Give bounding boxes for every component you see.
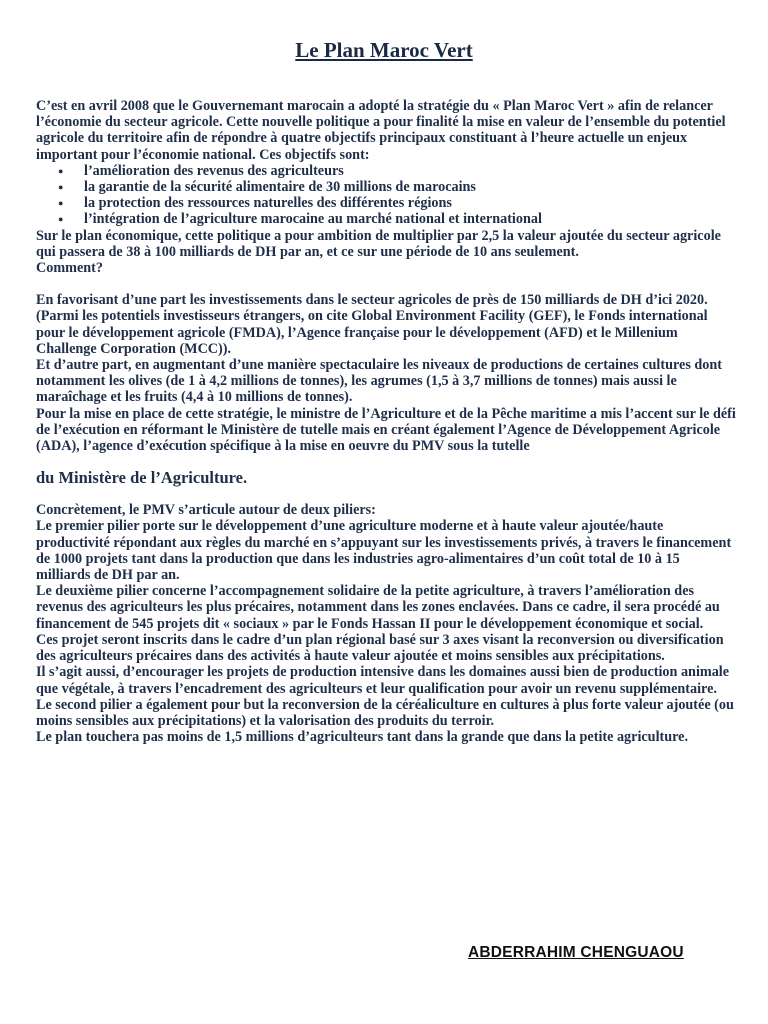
author-signature: ABDERRAHIM CHENGUAOU xyxy=(468,944,684,961)
objectives-list xyxy=(36,163,736,228)
objective-item: ● la garantie de la sécurité alimentaire de 30 millions de marocains xyxy=(84,179,736,195)
pillars-intro: Concrètement, le PMV s’articule autour de deux piliers: xyxy=(36,502,376,519)
cereal-paragraph: Le second pilier a également pour but la reconversion de la céréaliculture en cultures à plus forte valeur ajoutée (ou moins sensibles aux précipitations) et la valorisation des produits du terroir. xyxy=(36,696,734,729)
document-title: Le Plan Maroc Vert xyxy=(295,38,473,62)
ada-paragraph: Pour la mise en place de cette stratégie, le ministre de l’Agriculture et de la Pêche maritime a mis l’accent sur le défi de l’exécution en réformant le Ministère de tutelle mais en créant également l’Agence de Développement Agricole (ADA), l’agence d’exécution spécifique à la mise en oeuvre du PMV sous la tutelle xyxy=(36,405,736,455)
objective-item: ● la protection des ressources naturelles des différentes régions xyxy=(84,195,736,211)
investment-paragraph: En favorisant d’une part les investissements dans le secteur agricoles de près de 150 milliards de DH d’ici 2020. (Parmi les potentiels investisseurs étrangers, on cite Global Environment Facility (GEF), le Fonds international pour le développement agricole (FMDA), l’Agence française pour le développement (AFD) et le Millenium Challenge Corporation (MCC)). xyxy=(36,292,708,357)
spacer xyxy=(36,276,736,292)
pillar-one-paragraph: Le premier pilier porte sur le développement d’une agriculture moderne et à haute valeur ajoutée/haute productivité répondant aux règles du marché en s’appuyant sur les investissements privés, à travers le financement de 1000 projets tant dans la production que dans les industries agro-alimentaires d’un coût total de 10 à 15 milliards de DH par an. xyxy=(36,518,732,584)
pillar-two-paragraph: Le deuxième pilier concerne l’accompagnement solidaire de la petite agriculture, à travers l’amélioration des revenus des agriculteurs les plus précaires, notamment dans les zones enclavées. Dans ce cadre, il sera procédé au financement de 545 projets dit « sociaux » par le Fonds Hassan II pour le développement économique et social. xyxy=(36,583,720,632)
production-paragraph: Et d’autre part, en augmentant d’une manière spectaculaire les niveaux de productions de certaines cultures dont notamment les olives (de 1 à 4,2 millions de tonnes), les agrumes (1,5 à 3,7 millions de tonnes) mais aussi le maraîchage et les fruits (4,4 à 10 millions de tonnes). xyxy=(36,357,722,406)
intro-paragraph: C’est en avril 2008 que le Gouvernemant marocain a adopté la stratégie du « Plan Maroc Vert » afin de relancer l’économie du secteur agricole. Cette nouvelle politique a pour finalité la mise en valeur de l’ensemble du potentiel agricole du territoire afin de répondre à quatre objectifs principaux constituant à l’heure actuelle un enjeux important pour l’économie national. Ces objectifs sont: xyxy=(36,98,726,163)
comment-line: Comment? xyxy=(36,260,103,277)
encourage-paragraph: Il s’agit aussi, d’encourager les projets de production intensive dans les domaines aussi bien de production animale que végétale, à travers l’encadrement des agriculteurs et leur qualification pour avoir un revenu supplémentaire. xyxy=(36,664,730,697)
objective-item: ● l’amélioration des revenus des agriculteurs xyxy=(84,163,736,179)
ministry-subheading: du Ministère de l’Agriculture. xyxy=(36,468,248,488)
axes-paragraph: Ces projet seront inscrits dans le cadre d’un plan régional basé sur 3 axes visant la reconversion ou diversification des agriculteurs précaires dans des activités à haute valeur ajoutée et moins sensibles aux précipitations. xyxy=(36,631,724,665)
objective-item: ● l’intégration de l’agriculture marocaine au marché national et international xyxy=(84,211,736,227)
plan-paragraph: Le plan touchera pas moins de 1,5 millions d’agriculteurs tant dans la grande que dans la petite agriculture. xyxy=(36,729,689,746)
economic-paragraph: Sur le plan économique, cette politique a pour ambition de multiplier par 2,5 la valeur ajoutée du secteur agricole qui passera de 38 à 100 milliards de DH par an, et ce sur une période de 10 ans seulement. xyxy=(36,227,721,260)
document-body xyxy=(36,98,736,745)
